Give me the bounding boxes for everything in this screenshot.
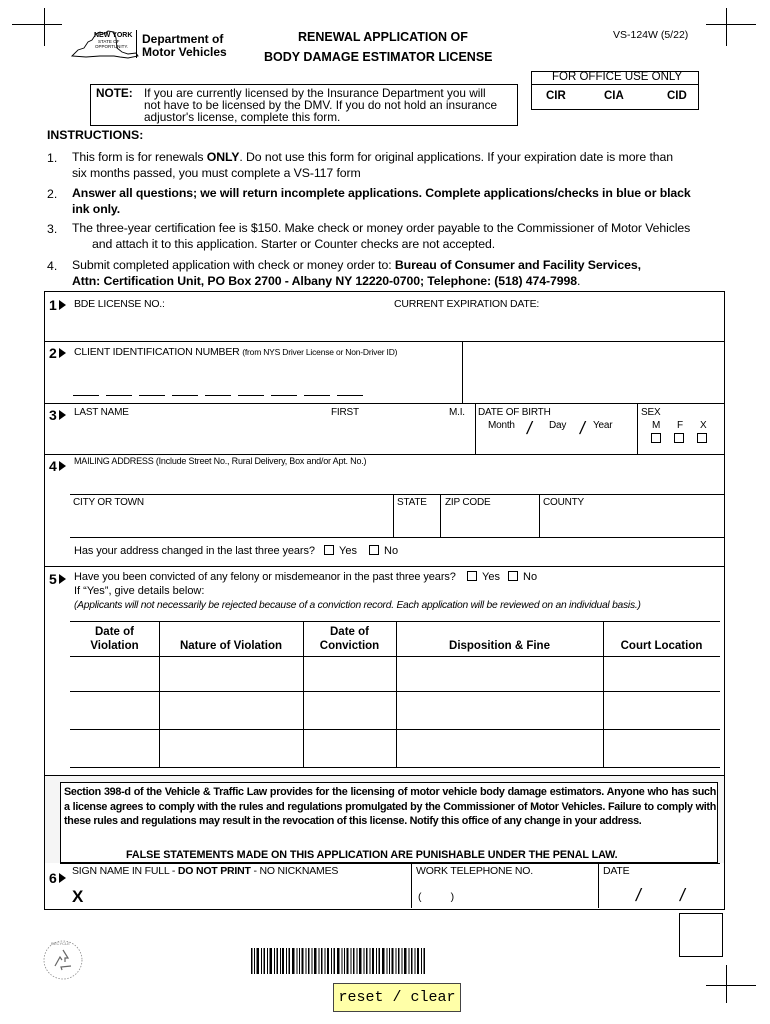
cin-digit-blank: [205, 395, 231, 396]
instruction-3-text-b: and attach it to this application. Starter or Counter checks are not accepted.: [92, 236, 496, 251]
section-arrow-icon: [59, 461, 66, 471]
dob-label: DATE OF BIRTH: [478, 407, 551, 418]
table-cell-input[interactable]: [398, 658, 601, 690]
sign-label-c: - NO NICKNAMES: [250, 865, 339, 877]
sex-m-checkbox[interactable]: [651, 433, 661, 443]
mi-label: M.I.: [449, 407, 465, 418]
work-phone-label: WORK TELEPHONE NO.: [416, 865, 533, 877]
col-date-of-conviction-line1: Date of: [330, 626, 369, 638]
nys-dmv-logo: [70, 28, 227, 60]
barcode-icon: [251, 948, 426, 974]
cin-digit-blank: [73, 395, 99, 396]
section-1-num: 1: [49, 297, 57, 313]
signature-date-input[interactable]: [602, 882, 720, 906]
logo-sub2: OPPORTUNITY.: [95, 44, 129, 49]
instruction-2: [72, 186, 732, 217]
table-cell-input[interactable]: [305, 731, 394, 766]
logo-state-text: NEW YORK: [94, 32, 133, 39]
cin-digit-blank: [238, 395, 264, 396]
instruction-1-text-b: ONLY: [206, 150, 240, 164]
dob-slash: /: [525, 418, 534, 438]
col-date-of-conviction-line2: Conviction: [319, 640, 380, 652]
recycle-logo: [42, 939, 84, 981]
dob-day-label: Day: [549, 420, 567, 431]
table-row-line: [70, 767, 720, 768]
agency-line2: Motor Vehicles: [142, 45, 227, 59]
cin-digit-blank: [106, 395, 132, 396]
address-change-no-label: No: [384, 545, 399, 557]
conviction-no-checkbox[interactable]: [508, 571, 518, 581]
work-phone-paren: ( ): [418, 891, 455, 903]
instruction-4-text-d: .: [576, 273, 581, 288]
office-use-divider: [532, 84, 698, 85]
instruction-2-text-b: ink only.: [72, 201, 121, 216]
recycle-text: RECYCLE: [51, 941, 70, 946]
last-name-input[interactable]: [72, 420, 322, 450]
bde-license-input[interactable]: [70, 312, 388, 340]
cin-label-text: CLIENT IDENTIFICATION NUMBER: [74, 346, 240, 358]
dob-month-label: Month: [488, 420, 515, 431]
col-nature-of-violation-line1: Nature of Violation: [179, 640, 283, 652]
city-divider: [70, 537, 724, 538]
note-label: NOTE:: [96, 86, 133, 100]
crop-mark-tr-v: [726, 8, 727, 46]
table-cell-input[interactable]: [305, 658, 394, 690]
sex-label: SEX: [641, 407, 661, 418]
table-cell-input[interactable]: [161, 658, 301, 690]
instruction-4-num: 4.: [47, 259, 58, 273]
cin-right-divider: [462, 342, 463, 403]
col-disposition-fine: [396, 639, 603, 653]
col-date-of-conviction: [303, 625, 396, 653]
table-cell-input[interactable]: [398, 731, 601, 766]
divider-1: [45, 341, 724, 342]
divider-5: [45, 775, 724, 776]
section-4-marker: [49, 458, 66, 474]
expiration-date-input[interactable]: [392, 312, 722, 340]
table-cell-input[interactable]: [605, 731, 718, 766]
sign-label-a: SIGN NAME IN FULL -: [72, 865, 178, 877]
crop-mark-tl-h: [12, 24, 62, 25]
city-state-divider: [393, 494, 394, 537]
section-arrow-icon: [59, 348, 66, 358]
bde-license-label: BDE LICENSE NO.:: [74, 298, 165, 310]
cin-digit-blank: [172, 395, 198, 396]
sex-f-label: F: [677, 420, 683, 431]
section-5-marker: [49, 571, 66, 587]
section-3-marker: [49, 407, 66, 423]
table-cell-input[interactable]: [305, 693, 394, 728]
table-row-line: [70, 729, 720, 730]
city-label: CITY OR TOWN: [73, 497, 144, 508]
date-slash: /: [678, 885, 687, 905]
section-arrow-icon: [59, 574, 66, 584]
sign-label-b: DO NOT PRINT: [177, 865, 251, 877]
address-change-yes-label: Yes: [339, 545, 357, 557]
conviction-yes-checkbox[interactable]: [467, 571, 477, 581]
sign-phone-divider: [411, 863, 412, 908]
dob-input[interactable]: [480, 436, 628, 452]
state-input[interactable]: [396, 510, 438, 534]
address-change-yes-checkbox[interactable]: [324, 545, 334, 555]
col-date-of-violation-line2: Violation: [90, 640, 139, 652]
sex-f-checkbox[interactable]: [674, 433, 684, 443]
dob-slash: /: [578, 418, 587, 438]
table-top: [70, 621, 720, 622]
date-label: DATE: [603, 865, 630, 877]
sign-label: [72, 866, 338, 877]
instruction-1-text-a: This form is for renewals: [72, 150, 207, 164]
zip-county-divider: [539, 494, 540, 537]
violations-table: [70, 621, 720, 773]
instruction-3-num: 3.: [47, 222, 58, 236]
logo-divider: [136, 30, 137, 58]
logo-sub1: STATE OF: [98, 39, 120, 44]
section-2-num: 2: [49, 345, 57, 361]
table-cell-input[interactable]: [72, 693, 157, 728]
instruction-3: [72, 221, 732, 252]
zip-input[interactable]: [443, 510, 537, 534]
divider-2: [45, 403, 724, 404]
form-id: VS-124W (5/22): [613, 29, 689, 41]
col-nature-of-violation: [159, 639, 303, 653]
false-statements-warning: FALSE STATEMENTS MADE ON THIS APPLICATION ARE PUNISHABLE UNDER THE PENAL LAW.: [126, 849, 618, 861]
instruction-2-num: 2.: [47, 187, 58, 201]
instruction-1-num: 1.: [47, 151, 58, 165]
office-use-title: FOR OFFICE USE ONLY: [552, 71, 683, 83]
sex-m-label: M: [652, 420, 661, 431]
sex-x-checkbox[interactable]: [697, 433, 707, 443]
section-arrow-icon: [59, 873, 66, 883]
signature-input[interactable]: [92, 882, 407, 906]
section-arrow-icon: [59, 300, 66, 310]
table-cell-input[interactable]: [72, 731, 157, 766]
instructions-heading: INSTRUCTIONS:: [47, 128, 144, 142]
col-disposition-fine-line1: Disposition & Fine: [449, 640, 550, 652]
section-arrow-icon: [59, 410, 66, 420]
phone-date-divider: [598, 863, 599, 908]
mailing-address-input[interactable]: [72, 470, 720, 492]
form-title-line2: BODY DAMAGE ESTIMATOR LICENSE: [264, 50, 493, 64]
section-6-num: 6: [49, 870, 57, 886]
table-cell-input[interactable]: [605, 658, 718, 690]
instruction-2-text-a: Answer all questions; we will return incomplete applications. Complete applications/checks in blue or black: [72, 186, 691, 200]
note-line3: adjustor's license, complete this form.: [144, 110, 341, 124]
mailing-address-label: MAILING ADDRESS (Include Street No., Rural Delivery, Box and/or Apt. No.): [74, 456, 367, 466]
first-name-label: FIRST: [331, 407, 359, 418]
table-cell-input[interactable]: [398, 693, 601, 728]
dob-year-label: Year: [593, 420, 613, 431]
cin-note-text: (from NYS Driver License or Non-Driver ID): [242, 347, 398, 357]
reset-clear-button[interactable]: reset / clear: [333, 983, 461, 1012]
office-cia: CIA: [604, 90, 624, 102]
city-input[interactable]: [72, 510, 390, 534]
state-label: STATE: [397, 497, 427, 508]
crop-mark-br-v: [726, 965, 727, 1003]
crop-mark-tl-v: [44, 8, 45, 46]
crop-mark-br-h: [706, 985, 756, 986]
col-date-of-violation: [70, 625, 159, 653]
instruction-4-text-c: Attn: Certification Unit, PO Box 2700 - Albany NY 12220-0700; Telephone: (518) 474-7998: [72, 273, 577, 288]
sex-x-label: X: [700, 420, 707, 431]
agency-line1: Department of: [142, 32, 224, 46]
conviction-no-label: No: [523, 571, 538, 583]
note-line2: not have to be licensed by the DMV. If you do not hold an insurance: [144, 98, 498, 112]
section-2-marker: [49, 345, 66, 361]
expiration-label: CURRENT EXPIRATION DATE:: [394, 298, 540, 310]
cin-digit-blank: [271, 395, 297, 396]
instruction-4: [72, 258, 732, 289]
section-6-marker: [49, 870, 66, 886]
table-cell-input[interactable]: [161, 731, 301, 766]
section-5-num: 5: [49, 571, 57, 587]
conviction-question: Have you been convicted of any felony or misdemeanor in the past three years?: [74, 571, 456, 583]
crop-mark-tr-h: [706, 24, 756, 25]
section-1-marker: [49, 297, 66, 313]
table-cell-input[interactable]: [605, 693, 718, 728]
divider-4: [45, 566, 724, 567]
mailing-divider: [70, 494, 724, 495]
corner-stamp-box: [679, 913, 723, 957]
section-4-num: 4: [49, 458, 57, 474]
section-3-num: 3: [49, 407, 57, 423]
county-input[interactable]: [542, 510, 720, 534]
first-name-input[interactable]: [326, 420, 441, 450]
address-change-no-checkbox[interactable]: [369, 545, 379, 555]
table-cell-input[interactable]: [72, 658, 157, 690]
state-zip-divider: [440, 494, 441, 537]
instruction-1-text-c: . Do not use this form for original applications. If your expiration date is more than: [239, 150, 674, 164]
dob-left-divider: [475, 404, 476, 454]
date-slash: /: [634, 885, 643, 905]
work-phone-input[interactable]: [430, 882, 590, 906]
table-cell-input[interactable]: [161, 693, 301, 728]
cin-digit-blank: [304, 395, 330, 396]
address-change-question: Has your address changed in the last three years?: [74, 545, 315, 557]
conviction-yes-label: Yes: [482, 571, 500, 583]
signature-top-line: [60, 863, 720, 864]
col-court-location: [603, 639, 720, 653]
divider-3: [45, 454, 724, 455]
cin-label: [74, 347, 397, 358]
instruction-3-text-a: The three-year certification fee is $150. Make check or money order payable to the Commissioner of Motor Vehicles: [72, 221, 691, 235]
table-row-line: [70, 691, 720, 692]
signature-x-mark: X: [72, 887, 84, 906]
conviction-note: (Applicants will not necessarily be rejected because of a conviction record. Each application will be reviewed on an individual basis.): [74, 600, 641, 611]
county-label: COUNTY: [543, 497, 585, 508]
form-title-line1: RENEWAL APPLICATION OF: [298, 30, 468, 44]
instruction-4-text-b: Bureau of Consumer and Facility Services,: [394, 258, 641, 272]
last-name-label: LAST NAME: [74, 407, 129, 418]
law-text: Section 398-d of the Vehicle & Traffic Law provides for the licensing of motor vehicle body damage estimators. Anyone who has such a license agrees to comply with the rules and regulations promulgated by the Commissioner of Motor Vehicles. Failure to comply with these rules and regulations may result in the revocation of this license. Notify this office of any change in your address.: [64, 786, 716, 828]
cin-digit-blank: [337, 395, 363, 396]
mi-input[interactable]: [446, 420, 472, 450]
cin-digit-blank: [139, 395, 165, 396]
table-header-bottom: [70, 656, 720, 657]
sex-left-divider: [637, 404, 638, 454]
instruction-1-text-d: six months passed, you must complete a VS-117 form: [72, 165, 361, 180]
office-cid: CID: [667, 90, 687, 102]
note-line1: If you are currently licensed by the Insurance Department you will: [144, 86, 486, 100]
col-court-location-line1: Court Location: [620, 640, 703, 652]
instruction-4-text-a: Submit completed application with check or money order to:: [72, 258, 395, 272]
instruction-1: [72, 150, 732, 181]
col-date-of-violation-line1: Date of: [95, 626, 134, 638]
conviction-details-label: If “Yes”, give details below:: [74, 585, 205, 597]
zip-label: ZIP CODE: [445, 497, 491, 508]
office-cir: CIR: [546, 90, 566, 102]
